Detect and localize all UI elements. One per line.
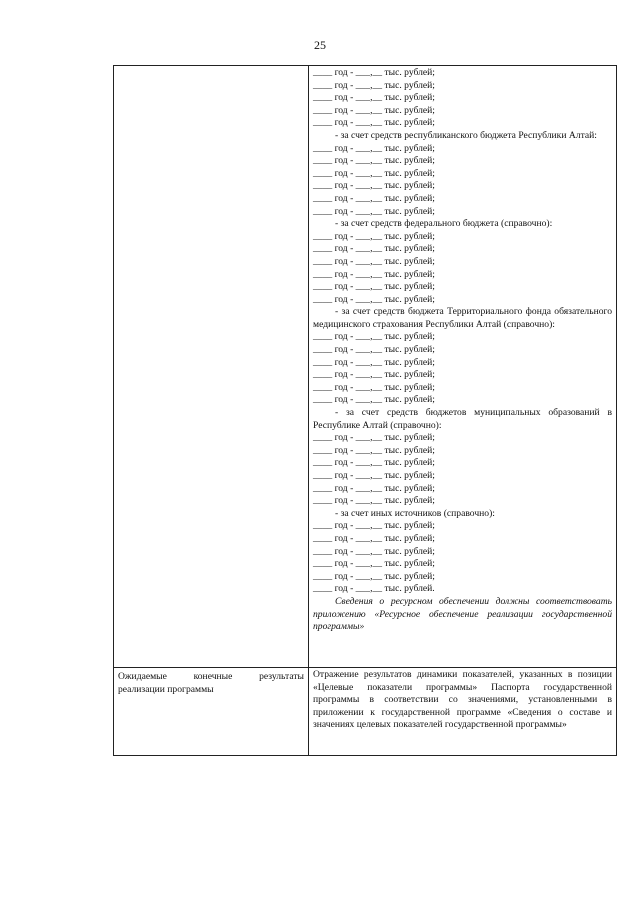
funding-line: ____ год - ___,__ тыс. рублей; [313, 255, 435, 267]
funding-line: ____ год - ___,__ тыс. рублей; [313, 205, 435, 217]
funding-line: ____ год - ___,__ тыс. рублей. [313, 583, 435, 595]
results-label-text: Ожидаемые конечные результаты реализации программы [118, 671, 304, 695]
funding-line: ____ год - ___,__ тыс. рублей; [313, 495, 435, 507]
funding-line: ____ год - ___,__ тыс. рублей; [313, 92, 435, 104]
funding-line: ____ год - ___,__ тыс. рублей; [313, 532, 435, 544]
funding-line: ____ год - ___,__ тыс. рублей; [313, 230, 435, 242]
funding-line: ____ год - ___,__ тыс. рублей; [313, 432, 435, 444]
results-label [114, 668, 309, 756]
funding-lines-total [313, 67, 612, 130]
funding-lines-municipal [313, 432, 612, 508]
funding-line: ____ год - ___,__ тыс. рублей; [313, 470, 435, 481]
funding-line: ____ год - ___,__ тыс. рублей; [313, 293, 435, 305]
funding-line: ____ год - ___,__ тыс. рублей; [313, 381, 435, 393]
oms-fund-heading: - за счет средств бюджета Территориального фонда обязательного медицинского страхования Республики Алтай (справочно): [313, 306, 612, 330]
results-row [114, 668, 617, 756]
funding-lines-federal [313, 231, 612, 307]
funding-line: ____ год - ___,__ тыс. рублей; [313, 142, 435, 154]
funding-line: ____ год - ___,__ тыс. рублей; [313, 344, 435, 356]
funding-row [114, 66, 617, 668]
funding-line: ____ год - ___,__ тыс. рублей; [313, 79, 435, 91]
funding-lines-oms [313, 331, 612, 407]
funding-line: ____ год - ___,__ тыс. рублей; [313, 155, 435, 167]
results-text-cell [309, 668, 617, 756]
funding-line: ____ год - ___,__ тыс. рублей; [313, 394, 435, 406]
funding-line: ____ год - ___,__ тыс. рублей; [313, 558, 435, 570]
funding-line: ____ год - ___,__ тыс. рублей; [313, 356, 435, 368]
other-sources-heading: - за счет иных источников (справочно): [335, 507, 495, 519]
resource-note: Сведения о ресурсном обеспечении должны соответствовать приложению «Ресурсное обеспечение реализации государственной программы» [313, 595, 612, 633]
funding-line: ____ год - ___,__ тыс. рублей; [313, 369, 435, 381]
funding-lines-republic [313, 143, 612, 219]
funding-line: ____ год - ___,__ тыс. рублей; [313, 281, 435, 293]
republic-budget-heading: - за счет средств республиканского бюджета Республики Алтай: [335, 129, 597, 141]
funding-line: ____ год - ___,__ тыс. рублей; [313, 268, 435, 280]
funding-label-cell [114, 66, 309, 668]
funding-line: ____ год - ___,__ тыс. рублей; [313, 243, 435, 255]
funding-line: ____ год - ___,__ тыс. рублей; [313, 331, 435, 343]
funding-line: ____ год - ___,__ тыс. рублей; [313, 117, 435, 129]
results-text: Отражение результатов динамики показателей, указанных в позиции «Целевые показатели программы» Паспорта государственной программы в соответствии со значениями, установленными в приложении к государственной программе «Сведения о составе и значениях целевых показателей государственной программы» [313, 669, 612, 731]
funding-lines-other [313, 520, 612, 596]
passport-table [113, 65, 617, 756]
funding-line: ____ год - ___,__ тыс. рублей; [313, 482, 435, 494]
funding-line: ____ год - ___,__ тыс. рублей; [313, 520, 435, 532]
municipal-budget-heading: - за счет средств бюджетов муниципальных образований в Республике Алтай (справочно): [313, 407, 612, 431]
funding-line: ____ год - ___,__ тыс. рублей; [313, 180, 435, 192]
funding-line: ____ год - ___,__ тыс. рублей; [313, 192, 435, 204]
funding-line: ____ год - ___,__ тыс. рублей; [313, 67, 435, 78]
funding-line: ____ год - ___,__ тыс. рублей; [313, 104, 435, 116]
funding-line: ____ год - ___,__ тыс. рублей; [313, 167, 435, 179]
funding-line: ____ год - ___,__ тыс. рублей; [313, 545, 435, 557]
funding-line: ____ год - ___,__ тыс. рублей; [313, 570, 435, 582]
federal-budget-heading: - за счет средств федерального бюджета (справочно): [335, 218, 553, 230]
funding-line: ____ год - ___,__ тыс. рублей; [313, 444, 435, 456]
page-number: 25 [314, 38, 326, 52]
funding-details-cell [309, 66, 617, 668]
funding-line: ____ год - ___,__ тыс. рублей; [313, 457, 435, 469]
